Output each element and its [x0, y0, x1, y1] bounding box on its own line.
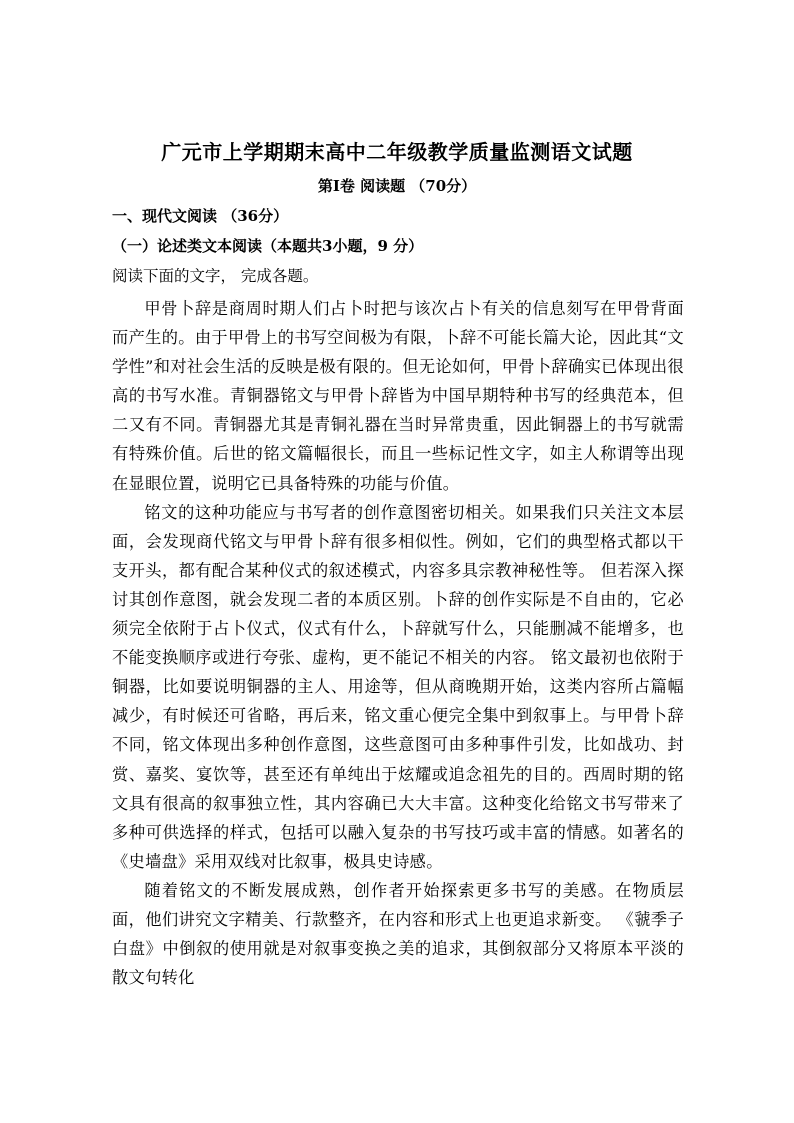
section-heading: 一、现代文阅读 （36分） [112, 207, 289, 225]
paragraph-1: 甲骨卜辞是商周时期人们占卜时把与该次占卜有关的信息刻写在甲骨背面而产生的。由于甲骨上的书写空间极为有限，卜辞不可能长篇大论，因此其“文学性”和对社会生活的反映是极有限的。但无论如何，甲骨卜辞确实已体现出很高的书写水准。青铜器铭文与甲骨卜辞皆为中国早期特种书写的经典范本，但二又有不同。青铜器尤其是青铜礼器在当时异常贵重，因此铜器上的书写就需有特殊价值。后世的铭文篇幅很长，而且一些标记性文字，如主人称谓等出现在显眼位置，说明它已具备特殊的功能与价值。 [112, 299, 684, 493]
instruction-text: 阅读下面的文字， 完成各题。 [112, 267, 319, 285]
passage-body [112, 294, 684, 992]
paragraph-3: 随着铭文的不断发展成熟，创作者开始探索更多书写的美感。在物质层面，他们讲究文字精美、行款整齐，在内容和形式上也更追求新变。 《虢季子白盘》中倒叙的使用就是对叙事变换之美的追求，其倒叙部分又将原本平淡的散文句转化 [112, 880, 684, 988]
page-title: 广元市上学期期末高中二年级教学质量监测语文试题 [161, 140, 633, 164]
paragraph-2: 铭文的这种功能应与书写者的创作意图密切相关。如果我们只关注文本层面，会发现商代铭文与甲骨卜辞有很多相似性。例如，它们的典型格式都以干支开头，都有配合某种仪式的叙述模式，内容多具宗教神秘性等。 但若深入探讨其创作意图，就会发现二者的本质区别。卜辞的创作实际是不自由的，它必须完全依附于占卜仪式，仪式有什么，卜辞就写什么，只能删减不能增多，也不能变换顺序或进行夸张、虚构，更不能记不相关的内容。 铭文最初也依附于铜器，比如要说明铜器的主人、用途等，但从商晚期开始，这类内容所占篇幅减少，有时候还可省略，再后来，铭文重心便完全集中到叙事上。与甲骨卜辞不同，铭文体现出多种创作意图，这些意图可由多种事件引发，比如战功、封赏、嘉奖、宴饮等，甚至还有单纯出于炫耀或追念祖先的目的。西周时期的铭文具有很高的叙事独立性，其内容确已大大丰富。这种变化给铭文书写带来了多种可供选择的样式，包括可以融入复杂的书写技巧或丰富的情感。如著名的《史墙盘》采用双线对比叙事，极具史诗感。 [112, 502, 684, 871]
subsection-heading: （一）论述类文本阅读（本题共3小题，9 分） [112, 237, 424, 255]
page-subtitle: 第Ⅰ卷 阅读题 （70分） [317, 177, 477, 195]
